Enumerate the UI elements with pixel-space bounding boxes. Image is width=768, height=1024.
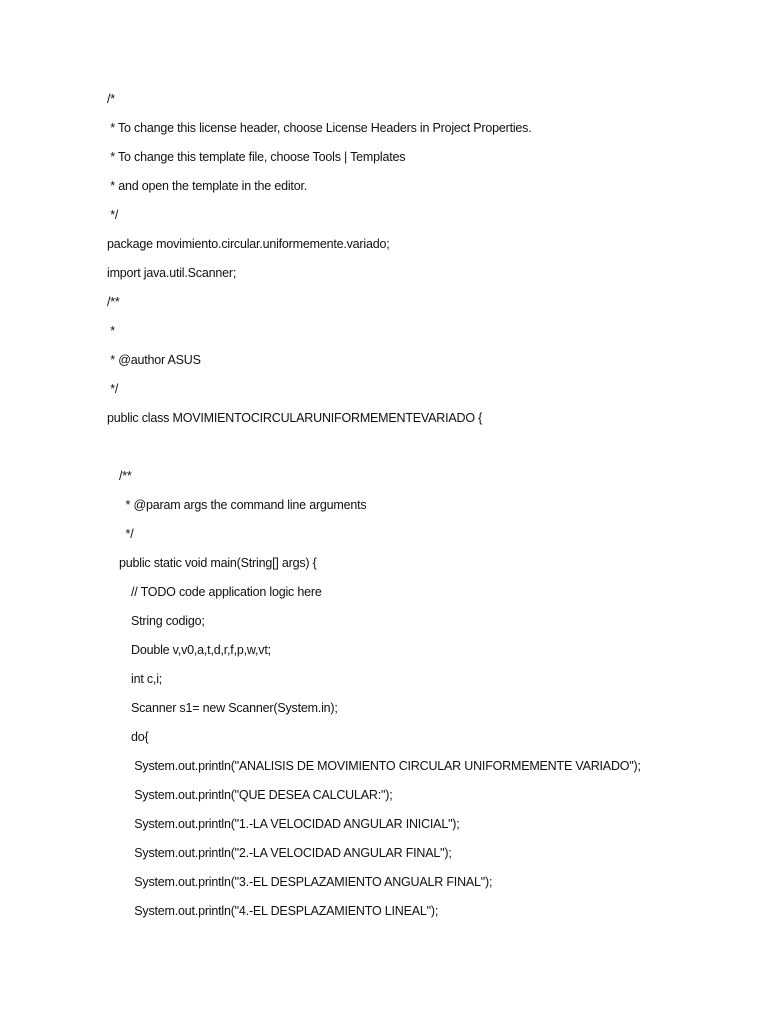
class-declaration: public class MOVIMIENTOCIRCULARUNIFORMEMENTEVARIADO {: [107, 411, 483, 425]
javadoc-close: */: [107, 382, 119, 396]
javadoc-open: /**: [107, 295, 120, 309]
comment-close: */: [107, 208, 119, 222]
println-title: System.out.println("ANALISIS DE MOVIMIENTO CIRCULAR UNIFORMEMENTE VARIADO");: [131, 759, 641, 773]
package-declaration: package movimiento.circular.uniformemente.variado;: [107, 237, 390, 251]
comment-template-line: * To change this template file, choose Tools | Templates: [107, 150, 406, 164]
javadoc-author-line: * @author ASUS: [107, 353, 201, 367]
method-javadoc-close: */: [119, 527, 134, 541]
scanner-declaration: Scanner s1= new Scanner(System.in);: [131, 701, 338, 715]
println-question: System.out.println("QUE DESEA CALCULAR:");: [131, 788, 393, 802]
println-option-1: System.out.println("1.-LA VELOCIDAD ANGULAR INICIAL");: [131, 817, 460, 831]
double-declaration: Double v,v0,a,t,d,r,f,p,w,vt;: [131, 643, 271, 657]
do-loop-open: do{: [131, 730, 149, 744]
todo-comment: // TODO code application logic here: [131, 585, 322, 599]
println-option-4: System.out.println("4.-EL DESPLAZAMIENTO LINEAL");: [131, 904, 439, 918]
comment-open: /*: [107, 92, 115, 106]
int-declaration: int c,i;: [131, 672, 163, 686]
comment-license-line: * To change this license header, choose License Headers in Project Properties.: [107, 121, 532, 135]
string-declaration: String codigo;: [131, 614, 205, 628]
import-statement: import java.util.Scanner;: [107, 266, 237, 280]
comment-editor-line: * and open the template in the editor.: [107, 179, 307, 193]
method-javadoc-param: * @param args the command line arguments: [119, 498, 367, 512]
method-javadoc-open: /**: [119, 469, 132, 483]
println-option-2: System.out.println("2.-LA VELOCIDAD ANGULAR FINAL");: [131, 846, 452, 860]
println-option-3: System.out.println("3.-EL DESPLAZAMIENTO ANGUALR FINAL");: [131, 875, 493, 889]
javadoc-blank-line: *: [107, 324, 115, 338]
main-method-declaration: public static void main(String[] args) {: [119, 556, 317, 570]
